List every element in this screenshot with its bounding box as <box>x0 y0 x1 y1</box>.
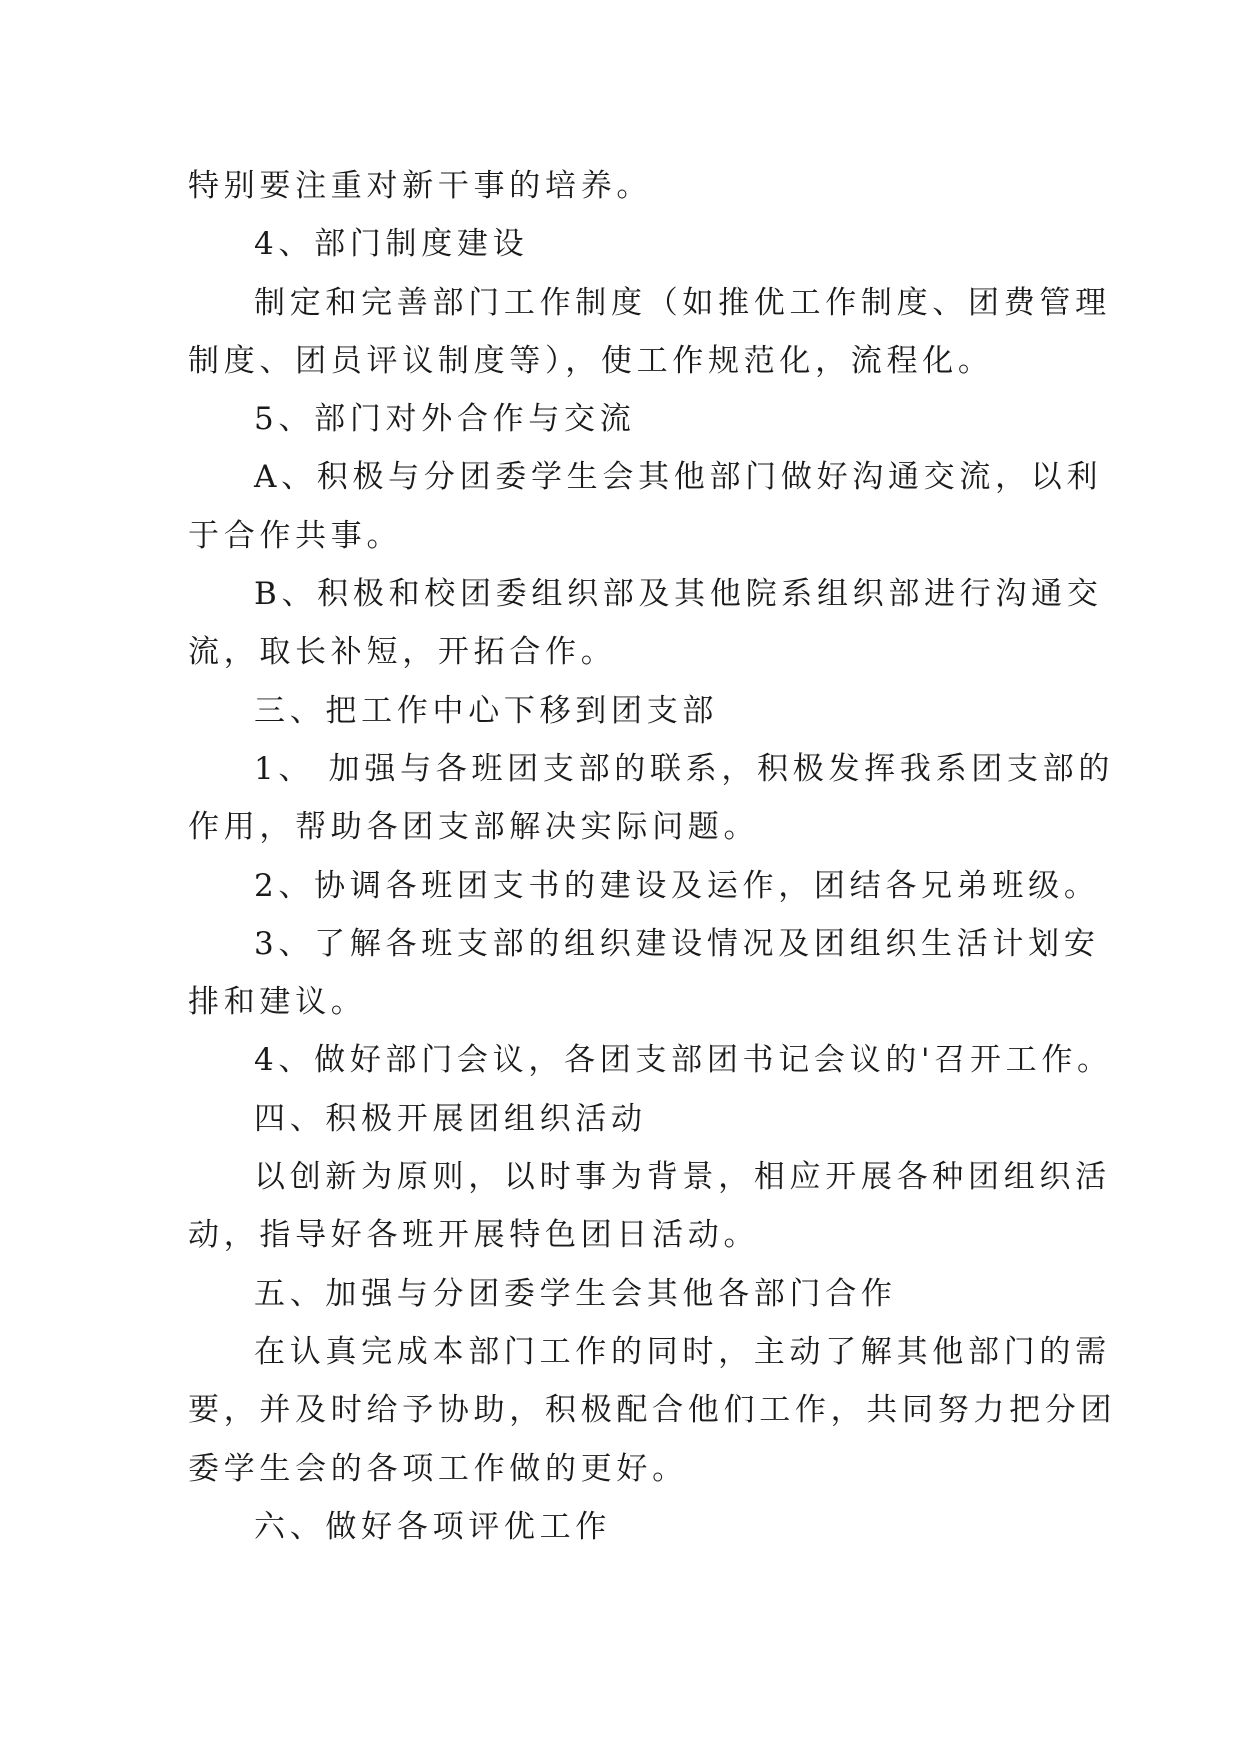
body-text-line: 3、了解各班支部的组织建设情况及团组织生活计划安 <box>254 926 1100 962</box>
subsection-heading: 5、部门对外合作与交流 <box>254 401 636 437</box>
body-text-line: 动，指导好各班开展特色团日活动。 <box>188 1217 760 1253</box>
body-text-line: 要，并及时给予协助，积极配合他们工作，共同努力把分团 <box>188 1392 1117 1428</box>
body-text-line: 作用，帮助各团支部解决实际问题。 <box>188 809 760 845</box>
body-text-line: 以创新为原则，以时事为背景，相应开展各种团组织活 <box>254 1159 1111 1195</box>
body-text-line: 制度、团员评议制度等），使工作规范化，流程化。 <box>188 343 994 379</box>
body-text-line: 制定和完善部门工作制度（如推优工作制度、团费管理 <box>254 285 1111 321</box>
subsection-heading: 4、部门制度建设 <box>254 226 529 262</box>
body-text-line: 在认真完成本部门工作的同时，主动了解其他部门的需 <box>254 1334 1111 1370</box>
body-text-line: B、积极和校团委组织部及其他院系组织部进行沟通交 <box>254 576 1103 612</box>
body-text-line: 4、做好部门会议，各团支部团书记会议的'召开工作。 <box>254 1042 1113 1078</box>
section-heading: 六、做好各项评优工作 <box>254 1509 611 1545</box>
body-text-line: A、积极与分团委学生会其他部门做好沟通交流，以利 <box>254 459 1103 495</box>
body-text-line: 流，取长补短，开拓合作。 <box>188 634 617 670</box>
body-text-line: 2、协调各班团支书的建设及运作，团结各兄弟班级。 <box>254 868 1100 904</box>
body-text-line: 排和建议。 <box>188 984 367 1020</box>
section-heading: 四、积极开展团组织活动 <box>254 1101 647 1137</box>
body-text-line: 委学生会的各项工作做的更好。 <box>188 1451 688 1487</box>
body-text-line: 于合作共事。 <box>188 518 403 554</box>
body-text-line: 特别要注重对新干事的培养。 <box>188 168 653 204</box>
section-heading: 三、把工作中心下移到团支部 <box>254 693 719 729</box>
section-heading: 五、加强与分团委学生会其他各部门合作 <box>254 1276 897 1312</box>
body-text-line: 1、 加强与各班团支部的联系，积极发挥我系团支部的 <box>254 751 1115 787</box>
